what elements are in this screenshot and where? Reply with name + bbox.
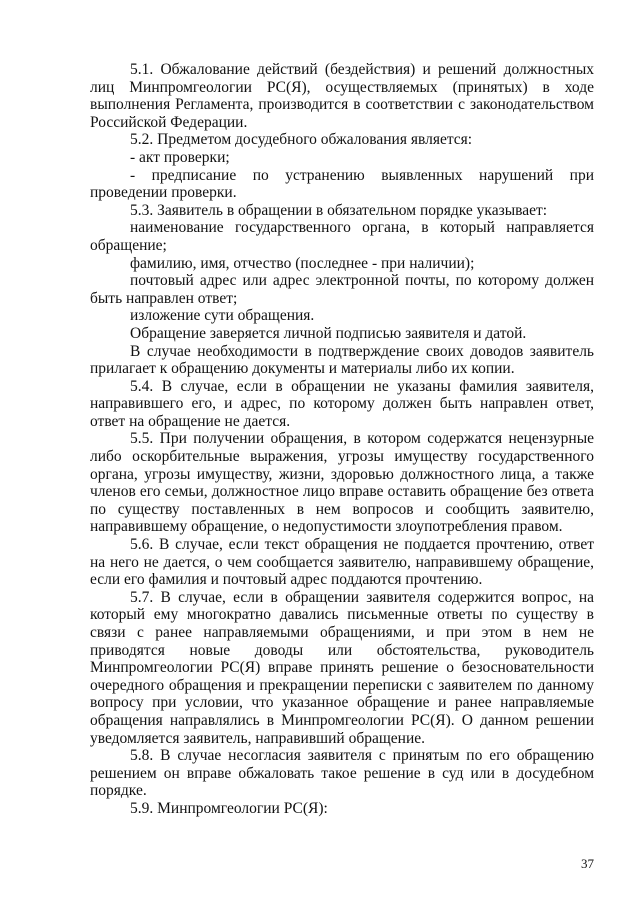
paragraph-prescription: - предписание по устранению выявленных нарушений при проведении проверки. bbox=[90, 166, 594, 202]
paragraph-5-8: 5.8. В случае несогласия заявителя с принятым по его обращению решением он вправе обжаловать такое решение в суд или в досудебном порядке. bbox=[90, 747, 594, 800]
document-body bbox=[90, 61, 594, 818]
paragraph-appeal-essence: изложение сути обращения. bbox=[130, 307, 315, 325]
paragraph-supporting-documents: В случае необходимости в подтверждение своих доводов заявитель прилагает к обращению документы и материалы либо их копии. bbox=[90, 342, 594, 378]
paragraph-address: почтовый адрес или адрес электронной почты, по которому должен быть направлен ответ; bbox=[90, 272, 594, 307]
paragraph-signature: Обращение заверяется личной подписью заявителя и датой. bbox=[130, 324, 527, 342]
paragraph-5-4: 5.4. В случае, если в обращении не указаны фамилия заявителя, направившего его, и адрес, по которому должен быть направлен ответ, ответ на обращение не дается. bbox=[90, 377, 594, 430]
paragraph-5-6: 5.6. В случае, если текст обращения не поддается прочтению, ответ на него не дается, о чем сообщается заявителю, направившему обращение, если его фамилия и почтовый адрес поддаются прочтению. bbox=[90, 536, 594, 589]
paragraph-5-9: 5.9. Минпромгеологии РС(Я): bbox=[130, 799, 328, 817]
paragraph-5-2: 5.2. Предметом досудебного обжалования является: bbox=[130, 131, 473, 149]
paragraph-5-1: 5.1. Обжалование действий (бездействия) и решений должностных лиц Минпромгеологии РС(Я), осуществляемых (принятых) в ходе выполнения Регламента, производится в соответствии с законодательством Российской Федерации. bbox=[90, 61, 594, 131]
paragraph-5-3: 5.3. Заявитель в обращении в обязательном порядке указывает: bbox=[130, 201, 548, 219]
paragraph-5-7: 5.7. В случае, если в обращении заявителя содержится вопрос, на который ему многократно давались письменные ответы по существу в связи с ранее направляемыми обращениями, и при этом в нем не приводятся новые доводы или обстоятельства, руководитель Минпромгеологии РС(Я) вправе принять решение о безосновательности очередного обращения и прекращении переписки с заявителем по данному вопросу при условии, что указанное обращение и ранее направляемые обращения направлялись в Минпромгеологии РС(Я). О данном решении уведомляется заявитель, направивший обращение. bbox=[90, 588, 594, 747]
page-number: 37 bbox=[581, 856, 594, 871]
paragraph-inspection-act: - акт проверки; bbox=[130, 148, 230, 166]
paragraph-5-5: 5.5. При получении обращения, в котором содержатся нецензурные либо оскорбительные выражения, угрозы имуществу государственного органа, угрозы имуществу, жизни, здоровью должностного лица, а также членов его семьи, должностное лицо вправе оставить обращение без ответа по существу поставленных в нем вопросов и сообщить заявителю, направившему обращение, о недопустимости злоупотребления правом. bbox=[90, 430, 594, 536]
paragraph-authority-name: наименование государственного органа, в который направляется обращение; bbox=[90, 219, 594, 254]
paragraph-full-name: фамилию, имя, отчество (последнее - при наличии); bbox=[130, 254, 475, 272]
